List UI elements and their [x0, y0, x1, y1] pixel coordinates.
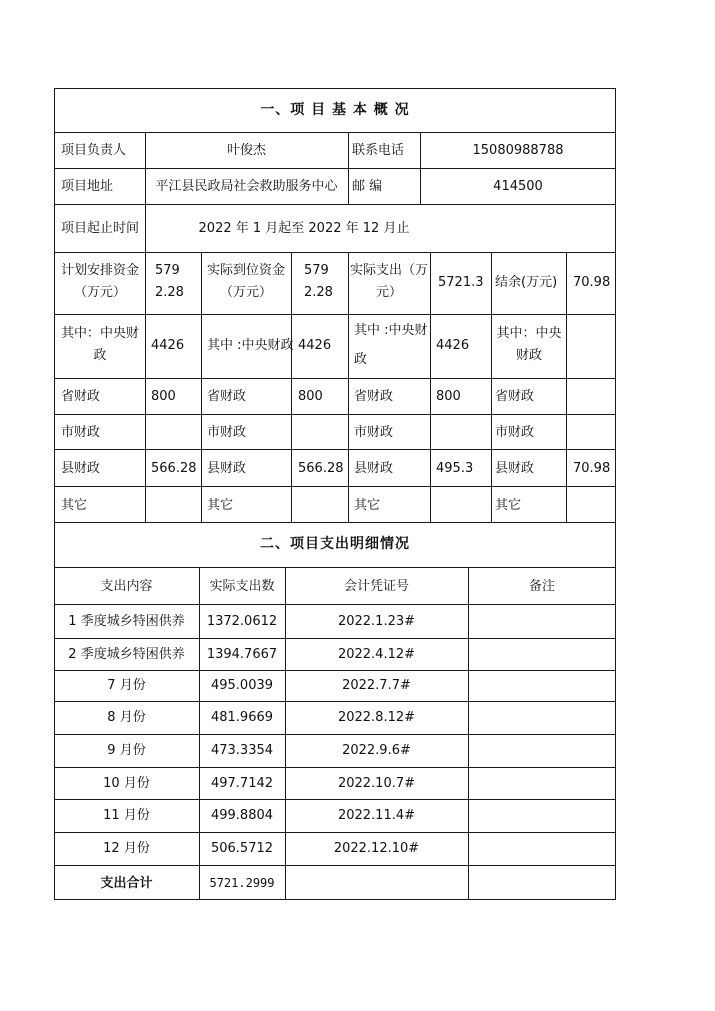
received-funds-value: 5792.28 — [304, 263, 333, 300]
spent-county-value: 495.3 — [436, 461, 474, 476]
rule — [54, 88, 616, 89]
table-row-voucher: 2022.10.7# — [337, 776, 416, 791]
received-county-label: 县财政 — [207, 461, 247, 476]
spent-province-value: 800 — [436, 389, 461, 404]
table-row-content: 12 月份 — [103, 841, 150, 856]
balance-value: 70.98 — [573, 275, 611, 290]
spent-funds-value: 5721.3 — [438, 275, 484, 290]
table-row-content: 2 季度城乡特困供养 — [68, 647, 185, 662]
phone-value: 15080988788 — [472, 143, 564, 158]
rule — [54, 522, 616, 523]
balance-province-label: 省财政 — [495, 389, 535, 404]
province-label: 省财政 — [61, 389, 101, 404]
table-row-content: 9 月份 — [107, 743, 146, 758]
phone-label: 联系电话 — [352, 143, 405, 158]
table-row-amount: 499.8804 — [210, 808, 274, 823]
planned-funds-label: 计划安排资金（万元） — [60, 263, 139, 300]
rule — [54, 414, 616, 415]
header-voucher: 会计凭证号 — [343, 579, 409, 594]
zip-value: 414500 — [493, 179, 543, 194]
table-row-voucher: 2022.7.7# — [342, 678, 411, 693]
received-central-label: 其中 :中央财政 — [207, 338, 294, 353]
planned-county-value: 566.28 — [151, 461, 197, 476]
rule — [201, 252, 202, 522]
rule — [54, 670, 616, 671]
section-2-title: 二、项目支出明细情况 — [260, 536, 410, 552]
header-amount: 实际支出数 — [209, 579, 275, 594]
rule — [54, 832, 616, 833]
planned-central-value: 4426 — [151, 338, 185, 353]
rule — [54, 604, 616, 605]
rule — [54, 252, 616, 253]
zip-label: 邮 编 — [352, 179, 383, 194]
table-row-content: 7 月份 — [107, 678, 146, 693]
rule — [348, 132, 349, 204]
rule — [348, 252, 349, 522]
city-label: 市财政 — [61, 425, 101, 440]
spent-county-label: 县财政 — [354, 461, 394, 476]
rule — [54, 767, 616, 768]
planned-province-value: 800 — [151, 389, 176, 404]
rule — [54, 168, 616, 169]
received-central-value: 4426 — [298, 338, 332, 353]
spent-central-label: 其中 :中央财 — [354, 323, 428, 338]
project-report-sheet — [54, 88, 616, 899]
rule — [54, 486, 616, 487]
spent-central-label-suffix: 政 — [354, 352, 368, 367]
balance-label: 结余(万元) — [495, 275, 558, 290]
rule — [430, 252, 431, 522]
rule — [54, 899, 616, 900]
spent-other-label: 其它 — [354, 498, 381, 513]
table-row-amount: 473.3354 — [210, 743, 274, 758]
balance-other-label: 其它 — [495, 498, 522, 513]
rule — [54, 734, 616, 735]
spent-funds-label: 实际支出（万元） — [350, 263, 429, 300]
rule — [566, 252, 567, 522]
table-row-voucher: 2022.11.4# — [337, 808, 416, 823]
period-value: 2022 年 1 月起至 2022 年 12 月止 — [198, 221, 410, 236]
section-1-title: 一、项 目 基 本 概 况 — [260, 102, 410, 118]
rule — [145, 252, 146, 522]
rule — [54, 314, 616, 315]
table-row-voucher: 2022.8.12# — [337, 710, 416, 725]
table-row-amount: 506.5712 — [210, 841, 274, 856]
spent-province-label: 省财政 — [354, 389, 394, 404]
rule — [54, 449, 616, 450]
rule — [291, 252, 292, 522]
address-label: 项目地址 — [61, 179, 114, 194]
rule — [54, 378, 616, 379]
total-label: 支出合计 — [100, 876, 153, 891]
table-row-voucher: 2022.4.12# — [337, 647, 416, 662]
header-content: 支出内容 — [100, 579, 153, 594]
rule — [54, 799, 616, 800]
rule — [54, 638, 616, 639]
rule — [54, 865, 616, 866]
balance-county-label: 县财政 — [495, 461, 535, 476]
rule — [54, 204, 616, 205]
period-label: 项目起止时间 — [61, 221, 140, 236]
spent-central-value: 4426 — [436, 338, 470, 353]
table-row-amount: 495.0039 — [210, 678, 274, 693]
header-note: 备注 — [528, 579, 555, 594]
received-other-label: 其它 — [207, 498, 234, 513]
spent-city-label: 市财政 — [354, 425, 394, 440]
received-city-label: 市财政 — [207, 425, 247, 440]
rule — [468, 567, 469, 899]
county-label: 县财政 — [61, 461, 101, 476]
planned-funds-value: 5792.28 — [155, 263, 184, 300]
table-row-voucher: 2022.1.23# — [337, 614, 416, 629]
table-row-content: 10 月份 — [103, 776, 150, 791]
address-value: 平江县民政局社会救助服务中心 — [155, 179, 338, 194]
central-finance-label: 其中：中央财政 — [60, 326, 139, 363]
table-row-voucher: 2022.12.10# — [333, 841, 420, 856]
table-row-amount: 481.9669 — [210, 710, 274, 725]
received-funds-label: 实际到位资金（万元） — [206, 263, 285, 300]
balance-county-value: 70.98 — [573, 461, 611, 476]
rule — [54, 567, 616, 568]
table-row-content: 11 月份 — [103, 808, 150, 823]
rule — [615, 88, 616, 899]
table-row-content: 1 季度城乡特困供养 — [68, 614, 185, 629]
received-province-label: 省财政 — [207, 389, 247, 404]
balance-city-label: 市财政 — [495, 425, 535, 440]
total-amount: 5721.2999 — [209, 876, 275, 890]
manager-value: 叶俊杰 — [226, 143, 266, 158]
table-row-amount: 497.7142 — [210, 776, 274, 791]
table-row-amount: 1372.0612 — [206, 614, 278, 629]
table-row-content: 8 月份 — [107, 710, 146, 725]
rule — [54, 701, 616, 702]
received-province-value: 800 — [298, 389, 323, 404]
rule — [54, 132, 616, 133]
manager-label: 项目负责人 — [61, 143, 127, 158]
received-county-value: 566.28 — [298, 461, 344, 476]
table-row-voucher: 2022.9.6# — [342, 743, 411, 758]
rule — [491, 252, 492, 522]
table-row-amount: 1394.7667 — [206, 647, 278, 662]
other-label: 其它 — [61, 498, 88, 513]
balance-central-label: 其中：中央财政 — [496, 326, 562, 363]
